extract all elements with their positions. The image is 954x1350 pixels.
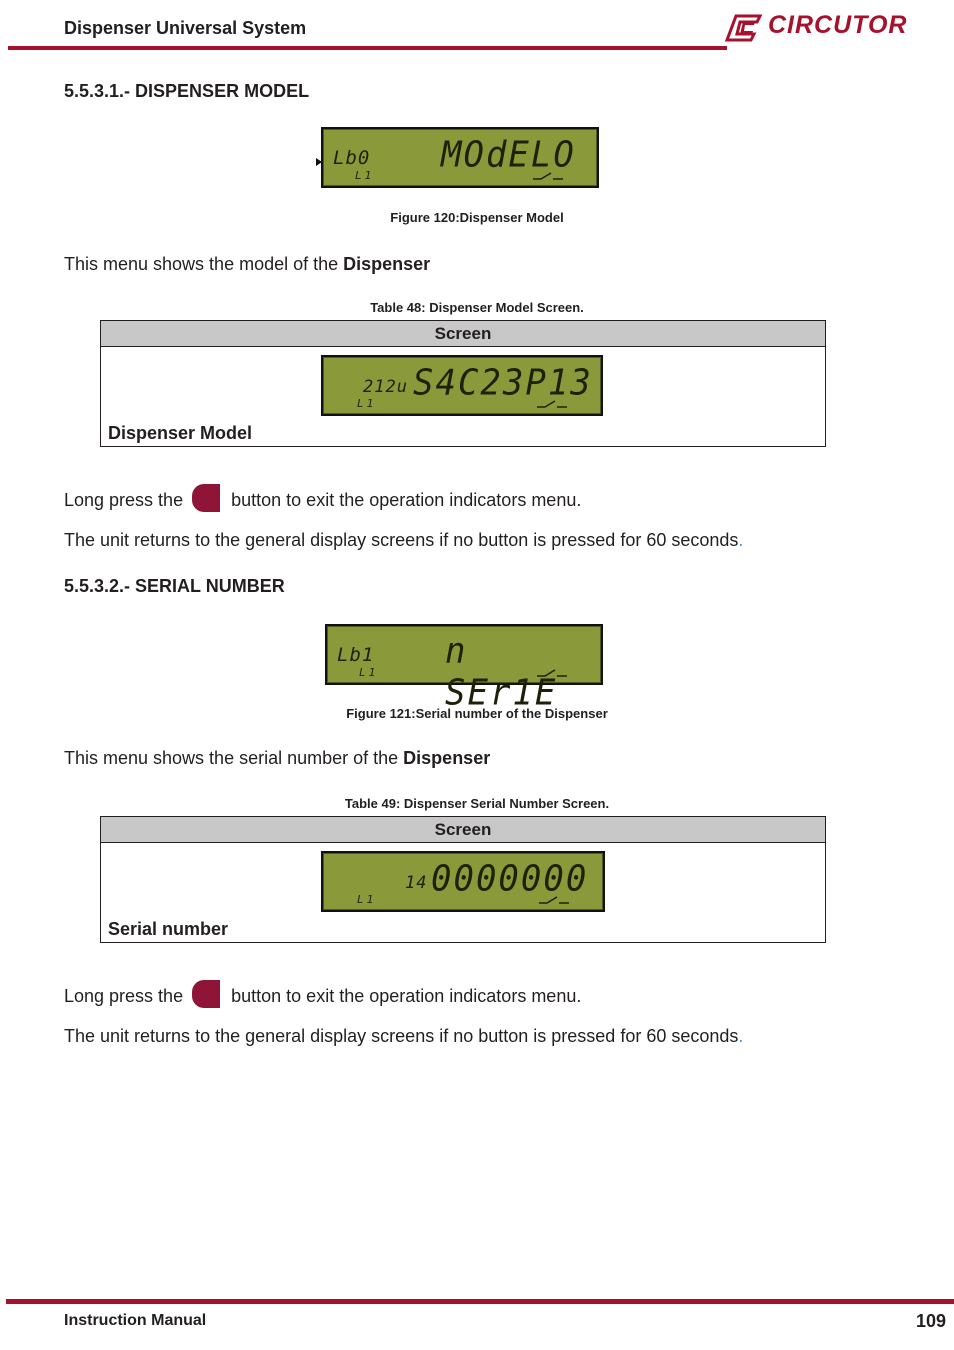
lcd-line-indicator: L1 bbox=[355, 169, 375, 182]
table-caption: Table 49: Dispenser Serial Number Screen. bbox=[344, 796, 610, 811]
table-row-label: Serial number bbox=[108, 919, 229, 939]
header-rule bbox=[8, 46, 727, 50]
figure-caption: Figure 121:Serial number of the Dispenser bbox=[346, 706, 608, 721]
lcd-small-text: Lb0 bbox=[333, 147, 371, 169]
table-row-label: Dispenser Model bbox=[108, 423, 253, 443]
footer-rule bbox=[6, 1299, 954, 1304]
lcd-small-text: 212u bbox=[363, 377, 408, 397]
text-normal: This menu shows the serial number of the bbox=[64, 748, 404, 768]
text-normal: The unit returns to the general display screens if no button is pressed for 60 seconds bbox=[64, 1026, 739, 1046]
text-dot: . bbox=[738, 530, 744, 550]
switch-symbol-icon bbox=[539, 895, 569, 905]
figure-caption: Figure 120:Dispenser Model bbox=[390, 210, 564, 225]
switch-symbol-icon bbox=[533, 171, 563, 181]
paragraph-long-press bbox=[64, 980, 581, 1008]
exit-button-icon bbox=[192, 484, 222, 512]
text-bold: Dispenser bbox=[343, 254, 431, 274]
text-normal: Long press the bbox=[64, 986, 184, 1006]
circutor-logo-text: CIRCUTOR bbox=[768, 11, 908, 39]
lcd-line-indicator: L1 bbox=[359, 666, 379, 679]
footer-manual-title: Instruction Manual bbox=[64, 1312, 207, 1329]
text-bold: Dispenser bbox=[403, 748, 491, 768]
paragraph-timeout bbox=[64, 1026, 743, 1047]
text-normal: button to exit the operation indicators menu. bbox=[231, 490, 582, 510]
paragraph-long-press bbox=[64, 484, 581, 512]
text-normal: button to exit the operation indicators menu. bbox=[231, 986, 582, 1006]
lcd-big-text: S4C23P13 bbox=[413, 362, 593, 404]
lcd-table-dispenser-model bbox=[321, 355, 603, 416]
lcd-big-text: 0000000 bbox=[431, 858, 589, 900]
section-heading-dispenser-model: 5.5.3.1.- DISPENSER MODEL bbox=[64, 81, 310, 101]
lcd-figure-dispenser-model bbox=[321, 127, 599, 188]
lcd-line-indicator: L1 bbox=[357, 893, 377, 906]
lcd-big-text: MOdELO bbox=[441, 134, 576, 176]
section-heading-serial-number: 5.5.3.2.- SERIAL NUMBER bbox=[64, 576, 285, 596]
running-header-title: Dispenser Universal System bbox=[64, 18, 307, 38]
lcd-table-serial-number bbox=[321, 851, 605, 912]
table-caption: Table 48: Dispenser Model Screen. bbox=[370, 300, 584, 315]
table-header-screen: Screen bbox=[101, 321, 825, 347]
exit-button-icon bbox=[192, 980, 222, 1008]
text-normal: This menu shows the model of the bbox=[64, 254, 344, 274]
switch-symbol-icon bbox=[537, 399, 567, 409]
table-dispenser-model bbox=[100, 320, 826, 447]
table-header-screen: Screen bbox=[101, 817, 825, 843]
text-dot: . bbox=[738, 1026, 744, 1046]
paragraph-timeout bbox=[64, 530, 743, 551]
page-number: 109 bbox=[915, 1311, 946, 1331]
lcd-small-text: Lb1 bbox=[337, 644, 375, 666]
text-normal: Long press the bbox=[64, 490, 184, 510]
lcd-small-text: 14 bbox=[405, 873, 428, 893]
text-normal: The unit returns to the general display screens if no button is pressed for 60 seconds bbox=[64, 530, 739, 550]
switch-symbol-icon bbox=[537, 668, 567, 678]
paragraph-model-description bbox=[64, 254, 430, 275]
table-serial-number bbox=[100, 816, 826, 943]
lcd-big-text: n SEr1E bbox=[445, 630, 558, 714]
lcd-line-indicator: L1 bbox=[357, 397, 377, 410]
paragraph-serial-description bbox=[64, 748, 490, 769]
